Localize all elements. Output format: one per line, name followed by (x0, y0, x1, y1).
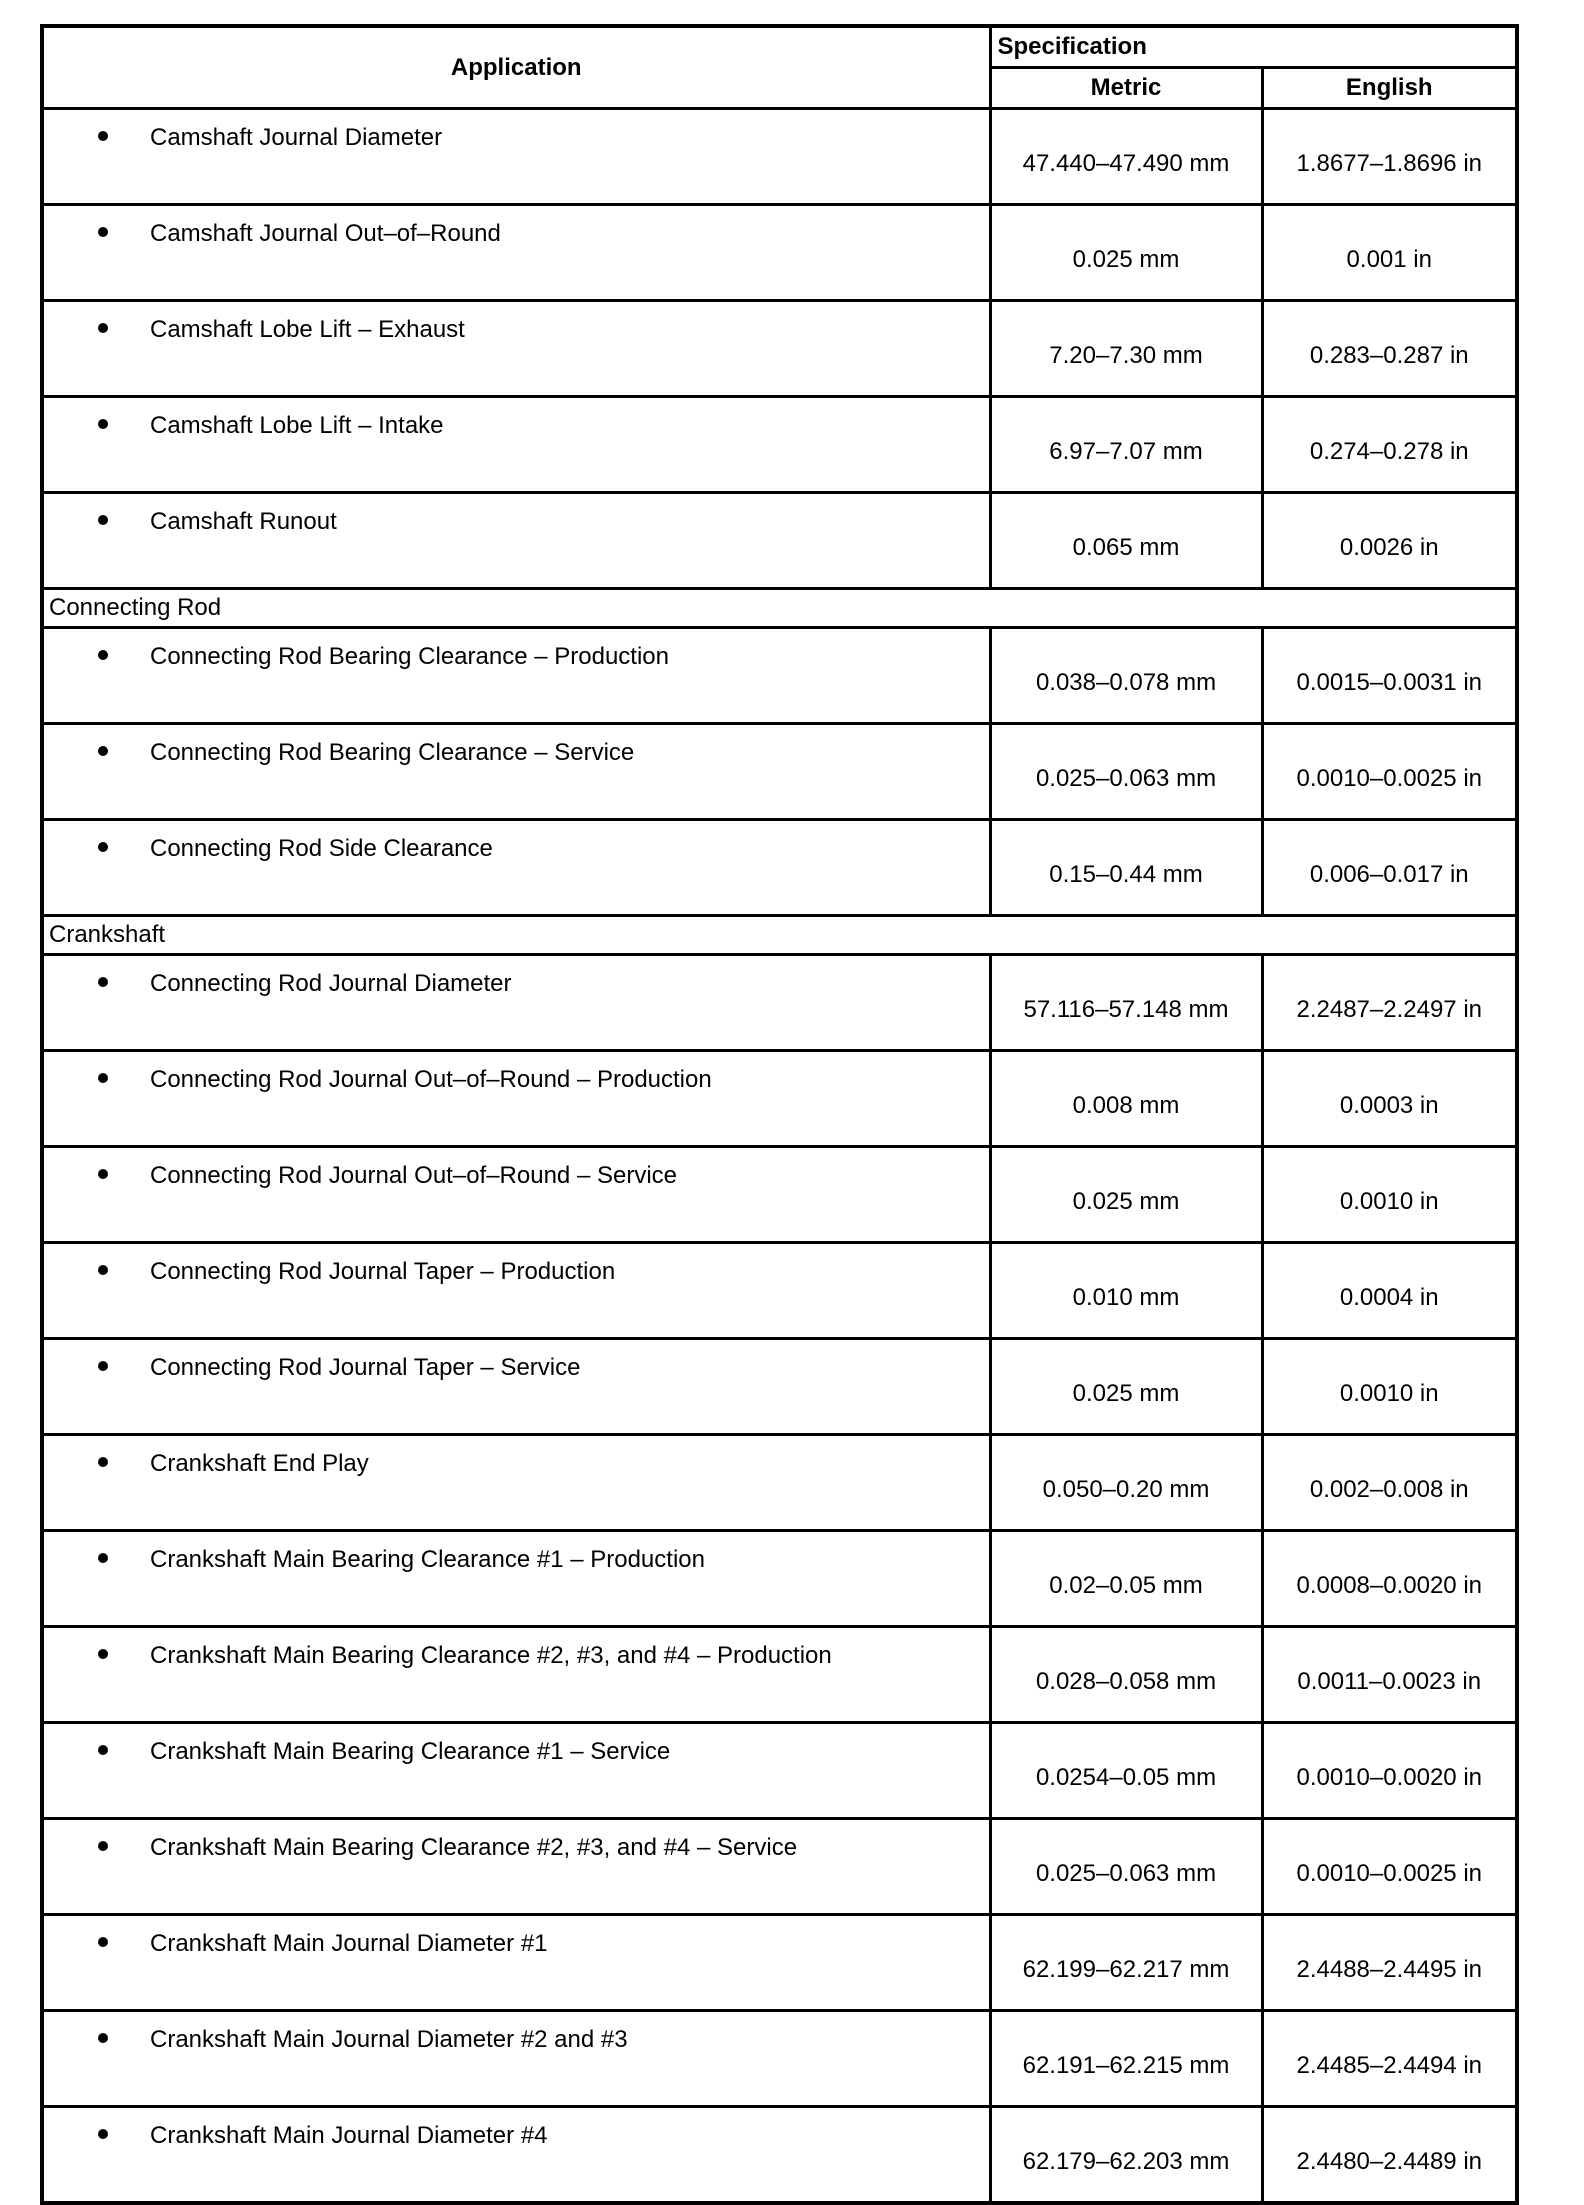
section-row (42, 589, 1517, 628)
application-label: Crankshaft Main Journal Diameter #4 (150, 2122, 548, 2149)
metric-header: Metric (990, 68, 1262, 109)
application-label: Connecting Rod Journal Diameter (150, 970, 512, 997)
application-cell (42, 1531, 990, 1627)
bullet-icon (98, 1073, 108, 1083)
application-label: Connecting Rod Bearing Clearance – Service (150, 739, 635, 766)
application-header: Application (42, 26, 990, 109)
table-row (42, 1627, 1517, 1723)
table-row (42, 2107, 1517, 2204)
application-label: Crankshaft End Play (150, 1450, 369, 1477)
english-value: 0.0015–0.0031 in (1262, 628, 1517, 724)
english-value: 0.006–0.017 in (1262, 820, 1517, 916)
application-label: Camshaft Lobe Lift – Intake (150, 412, 444, 439)
bullet-icon (98, 842, 108, 852)
section-row (42, 916, 1517, 955)
metric-value: 0.0254–0.05 mm (990, 1723, 1262, 1819)
english-value: 0.001 in (1262, 205, 1517, 301)
english-value: 0.274–0.278 in (1262, 397, 1517, 493)
metric-value: 0.025 mm (990, 205, 1262, 301)
bullet-icon (98, 323, 108, 333)
application-label: Connecting Rod Journal Taper – Service (150, 1354, 581, 1381)
english-value: 0.0010–0.0025 in (1262, 1819, 1517, 1915)
bullet-icon (98, 977, 108, 987)
application-label: Crankshaft Main Bearing Clearance #1 – Service (150, 1738, 671, 1765)
table-row (42, 493, 1517, 589)
bullet-icon (98, 2129, 108, 2139)
bullet-icon (98, 1457, 108, 1467)
metric-value: 62.191–62.215 mm (990, 2011, 1262, 2107)
application-label: Camshaft Runout (150, 508, 337, 535)
application-cell (42, 1435, 990, 1531)
application-cell (42, 628, 990, 724)
application-cell (42, 2011, 990, 2107)
english-value: 2.4488–2.4495 in (1262, 1915, 1517, 2011)
application-label: Connecting Rod Side Clearance (150, 835, 493, 862)
english-value: 2.4485–2.4494 in (1262, 2011, 1517, 2107)
table-row (42, 955, 1517, 1051)
metric-value: 0.038–0.078 mm (990, 628, 1262, 724)
metric-value: 0.028–0.058 mm (990, 1627, 1262, 1723)
english-value: 0.0011–0.0023 in (1262, 1627, 1517, 1723)
application-cell (42, 724, 990, 820)
application-label: Connecting Rod Journal Taper – Production (150, 1258, 616, 1285)
application-label: Crankshaft Main Journal Diameter #2 and #3 (150, 2026, 628, 2053)
application-label: Camshaft Journal Out–of–Round (150, 220, 501, 247)
english-value: 0.0008–0.0020 in (1262, 1531, 1517, 1627)
english-value: 0.0003 in (1262, 1051, 1517, 1147)
metric-value: 0.008 mm (990, 1051, 1262, 1147)
english-value: 0.0010 in (1262, 1339, 1517, 1435)
application-cell (42, 109, 990, 205)
table-row (42, 397, 1517, 493)
bullet-icon (98, 515, 108, 525)
metric-value: 62.199–62.217 mm (990, 1915, 1262, 2011)
table-row (42, 301, 1517, 397)
table-row (42, 1339, 1517, 1435)
english-value: 0.0004 in (1262, 1243, 1517, 1339)
application-cell (42, 1915, 990, 2011)
metric-value: 6.97–7.07 mm (990, 397, 1262, 493)
application-cell (42, 1627, 990, 1723)
application-cell (42, 1051, 990, 1147)
table-row (42, 1051, 1517, 1147)
table-row (42, 628, 1517, 724)
english-value: 0.002–0.008 in (1262, 1435, 1517, 1531)
english-value: 0.0026 in (1262, 493, 1517, 589)
metric-value: 0.065 mm (990, 493, 1262, 589)
table-row (42, 1147, 1517, 1243)
metric-value: 0.025–0.063 mm (990, 724, 1262, 820)
metric-value: 0.010 mm (990, 1243, 1262, 1339)
table-row (42, 109, 1517, 205)
table-row (42, 1915, 1517, 2011)
bullet-icon (98, 746, 108, 756)
bullet-icon (98, 1553, 108, 1563)
application-label: Camshaft Lobe Lift – Exhaust (150, 316, 465, 343)
english-value: 0.0010–0.0020 in (1262, 1723, 1517, 1819)
application-cell (42, 205, 990, 301)
section-label: Crankshaft (42, 916, 1517, 955)
table-row (42, 724, 1517, 820)
application-label: Connecting Rod Journal Out–of–Round – Production (150, 1066, 712, 1093)
metric-value: 0.02–0.05 mm (990, 1531, 1262, 1627)
metric-value: 7.20–7.30 mm (990, 301, 1262, 397)
english-value: 1.8677–1.8696 in (1262, 109, 1517, 205)
metric-value: 0.025–0.063 mm (990, 1819, 1262, 1915)
table-row (42, 1723, 1517, 1819)
application-label: Crankshaft Main Bearing Clearance #2, #3, and #4 – Production (150, 1642, 832, 1669)
application-cell (42, 820, 990, 916)
english-value: 0.0010 in (1262, 1147, 1517, 1243)
application-cell (42, 1723, 990, 1819)
table-row (42, 2011, 1517, 2107)
bullet-icon (98, 1361, 108, 1371)
english-value: 0.283–0.287 in (1262, 301, 1517, 397)
metric-value: 0.050–0.20 mm (990, 1435, 1262, 1531)
bullet-icon (98, 2033, 108, 2043)
metric-value: 62.179–62.203 mm (990, 2107, 1262, 2204)
bullet-icon (98, 419, 108, 429)
specification-table (40, 24, 1519, 2205)
application-cell (42, 1819, 990, 1915)
application-cell (42, 493, 990, 589)
metric-value: 0.025 mm (990, 1147, 1262, 1243)
english-value: 2.4480–2.4489 in (1262, 2107, 1517, 2204)
section-label: Connecting Rod (42, 589, 1517, 628)
application-cell (42, 397, 990, 493)
metric-value: 0.15–0.44 mm (990, 820, 1262, 916)
metric-value: 47.440–47.490 mm (990, 109, 1262, 205)
bullet-icon (98, 650, 108, 660)
application-label: Connecting Rod Bearing Clearance – Production (150, 643, 669, 670)
bullet-icon (98, 1745, 108, 1755)
application-cell (42, 1243, 990, 1339)
english-value: 0.0010–0.0025 in (1262, 724, 1517, 820)
table-row (42, 1435, 1517, 1531)
application-label: Connecting Rod Journal Out–of–Round – Service (150, 1162, 677, 1189)
application-label: Crankshaft Main Bearing Clearance #2, #3, and #4 – Service (150, 1834, 798, 1861)
table-row (42, 1243, 1517, 1339)
application-cell (42, 1147, 990, 1243)
bullet-icon (98, 1937, 108, 1947)
bullet-icon (98, 227, 108, 237)
table-row (42, 1819, 1517, 1915)
english-value: 2.2487–2.2497 in (1262, 955, 1517, 1051)
bullet-icon (98, 1265, 108, 1275)
application-cell (42, 1339, 990, 1435)
metric-value: 0.025 mm (990, 1339, 1262, 1435)
bullet-icon (98, 1649, 108, 1659)
application-label: Camshaft Journal Diameter (150, 124, 443, 151)
bullet-icon (98, 1169, 108, 1179)
english-header: English (1262, 68, 1517, 109)
application-label: Crankshaft Main Journal Diameter #1 (150, 1930, 548, 1957)
table-body (42, 109, 1517, 2204)
application-label: Crankshaft Main Bearing Clearance #1 – Production (150, 1546, 705, 1573)
table-row (42, 820, 1517, 916)
table-row (42, 1531, 1517, 1627)
metric-value: 57.116–57.148 mm (990, 955, 1262, 1051)
application-cell (42, 301, 990, 397)
bullet-icon (98, 131, 108, 141)
bullet-icon (98, 1841, 108, 1851)
specification-header: Specification (990, 26, 1517, 68)
application-cell (42, 955, 990, 1051)
table-row (42, 205, 1517, 301)
application-cell (42, 2107, 990, 2204)
